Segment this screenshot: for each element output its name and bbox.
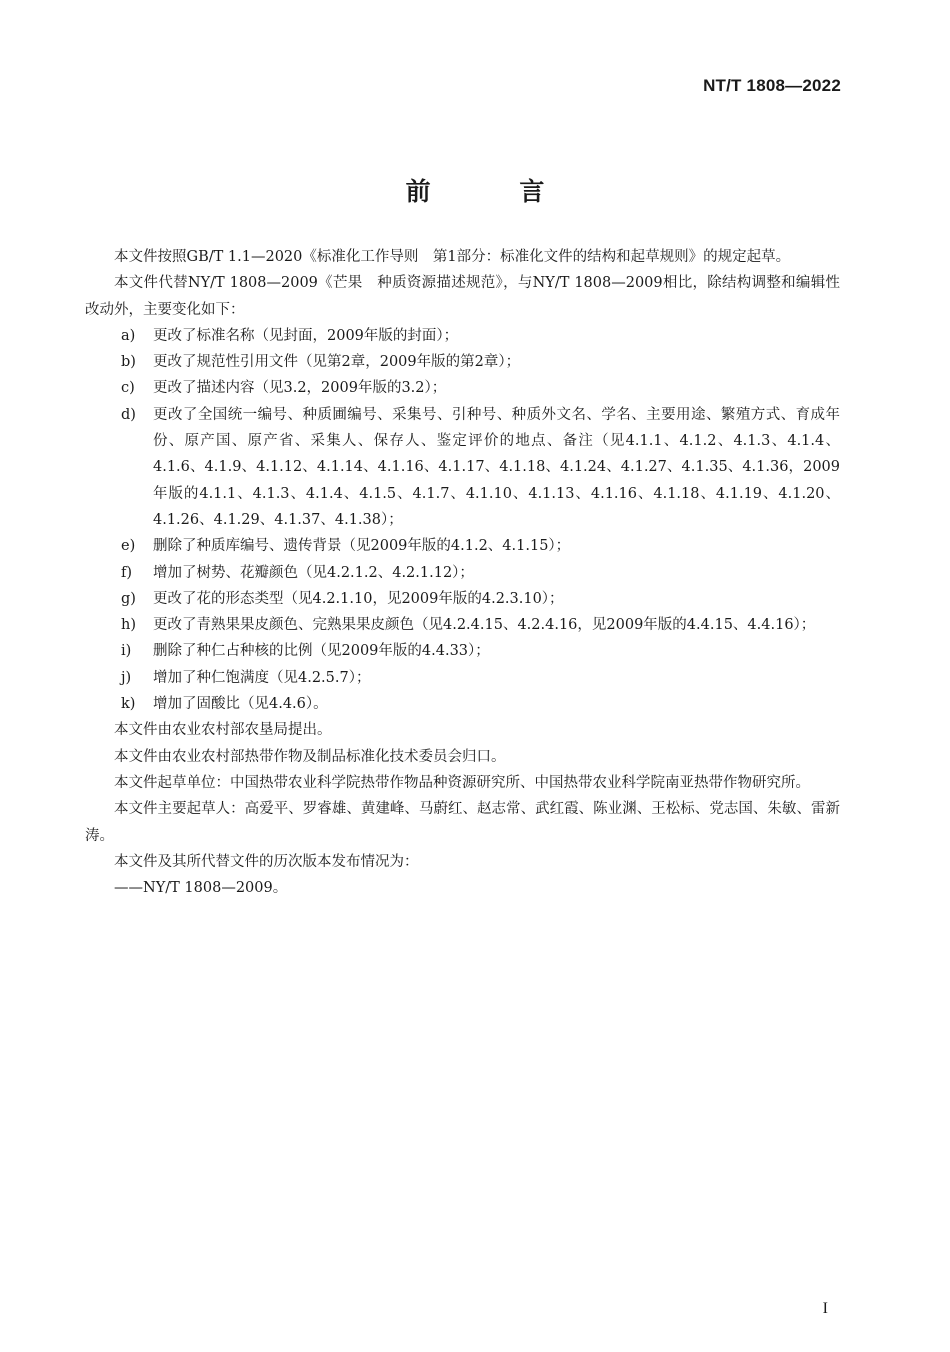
list-item-text: 更改了规范性引用文件（见第2章，2009年版的第2章）； [153,354,521,371]
list-item-label: b) [121,354,136,371]
changes-list [85,323,840,717]
list-item-label: e) [121,538,136,555]
list-item-label: i) [121,643,132,660]
list-item-text: 删除了种质库编号、遗传背景（见2009年版的4.1.2、4.1.15）； [153,538,571,555]
list-item [85,349,840,375]
list-item [85,638,840,664]
list-item [85,586,840,612]
history-item: ——NY/T 1808—2009。 [114,880,288,897]
list-item-text: 更改了标准名称（见封面，2009年版的封面）； [153,327,459,344]
page-number: I [822,1300,828,1317]
list-item-label: f) [121,564,133,581]
list-item-label: h) [121,617,136,634]
list-item-label: g) [121,590,136,607]
list-item-text: 更改了青熟果果皮颜色、完熟果果皮颜色（见4.2.4.15、4.2.4.16，见2009年版的4.4.15、4.4.16）； [153,617,816,634]
list-item [85,375,840,401]
standard-code: NT/T 1808—2022 [703,76,841,95]
list-item [85,323,840,349]
paragraph: 本文件由农业农村部热带作物及制品标准化技术委员会归口。 [114,748,506,765]
list-item-label: a) [121,327,136,344]
list-item-text: 删除了种仁占种核的比例（见2009年版的4.4.33）； [153,643,490,660]
list-item-text: 更改了描述内容（见3.2，2009年版的3.2）； [153,380,447,397]
list-item [85,560,840,586]
foreword-body [85,244,840,901]
list-item-label: d) [121,406,136,423]
list-item [85,533,840,559]
list-item-text: 更改了花的形态类型（见4.2.1.10，见2009年版的4.2.3.10）； [153,590,564,607]
list-item-label: c) [121,380,135,397]
list-item-text: 增加了种仁饱满度（见4.2.5.7）； [153,669,371,686]
paragraph: 本文件按照GB/T 1.1—2020《标准化工作导则 第1部分：标准化文件的结构和起草规则》的规定起草。 [114,249,791,265]
paragraph: 本文件代替NY/T 1808—2009《芒果 种质资源描述规范》，与NY/T 1808—2009相比，除结构调整和编辑性改动外，主要变化如下： [85,275,840,318]
list-item-label: k) [121,696,136,713]
list-item [85,665,840,691]
page-title: 前 言 [405,177,585,206]
list-item [85,691,840,717]
list-item [85,402,840,533]
paragraph: 本文件主要起草人：高爱平、罗睿雄、黄建峰、马蔚红、赵志常、武红霞、陈业渊、王松标、党志国、朱敏、雷新涛。 [85,801,840,844]
paragraph: 本文件起草单位：中国热带农业科学院热带作物品种资源研究所、中国热带农业科学院南亚热带作物研究所。 [114,774,810,791]
list-item-text: 更改了全国统一编号、种质圃编号、采集号、引种号、种质外文名、学名、主要用途、繁殖方式、育成年份、原产国、原产省、采集人、保存人、鉴定评价的地点、备注（见4.1.1、4.1.2、4.1.3、4.1.4、4.1.6、4.1.9、4.1.12、4.1.14、4.1.16、4.1.17、4.1.18、4.1.24、4.1.27、4.1.35、4.1.36，2009年版的4.1.1、4.1.3、4.1.4、4.1.5、4.1.7、4.1.10、4.1.13、4.1.16、4.1.18、4.1.19、4.1.20、4.1.26、4.1.29、4.1.37、4.1.38）； [153,406,840,528]
list-item-text: 增加了树势、花瓣颜色（见4.2.1.2、4.2.1.12）； [153,564,474,581]
paragraph: 本文件由农业农村部农垦局提出。 [114,722,332,739]
list-item-label: j) [121,669,132,686]
list-item-text: 增加了固酸比（见4.4.6）。 [153,696,328,713]
paragraph: 本文件及其所代替文件的历次版本发布情况为： [114,853,419,870]
list-item [85,612,840,638]
